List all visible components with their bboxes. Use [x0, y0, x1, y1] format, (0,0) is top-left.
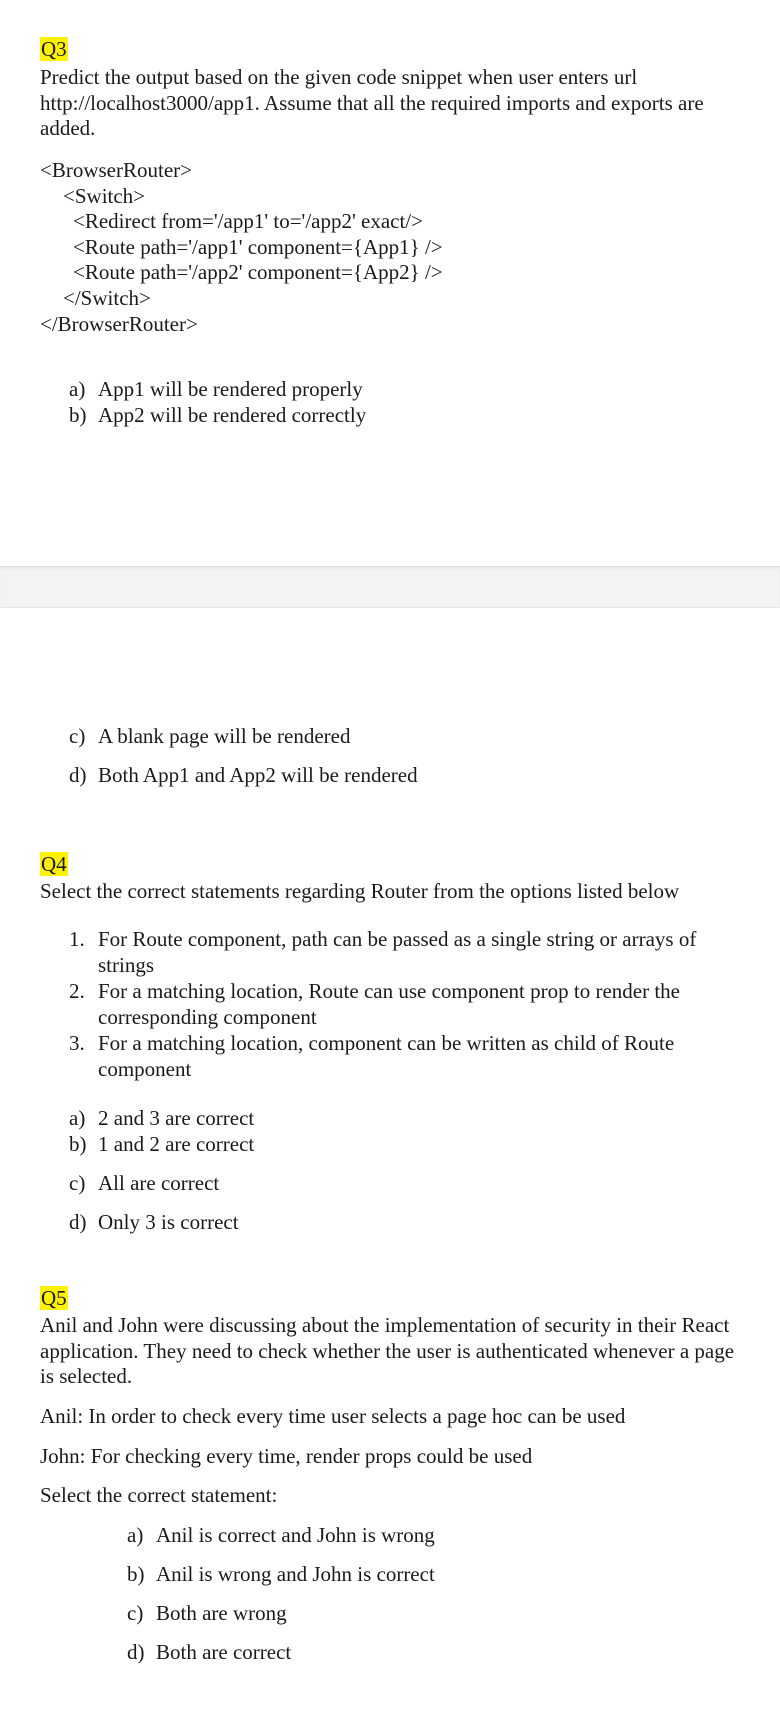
- q3-option-c: c) A blank page will be rendered: [69, 724, 351, 748]
- q5-prompt: Select the correct statement:: [40, 1483, 278, 1507]
- code-line: <BrowserRouter>: [40, 158, 192, 182]
- q5-option-d: d) Both are correct: [127, 1640, 292, 1664]
- q4-option-c: c) All are correct: [69, 1171, 220, 1195]
- code-line: </Switch>: [63, 286, 151, 310]
- code-line: <Switch>: [63, 184, 146, 208]
- q4-statement-2-num: 2.: [69, 979, 85, 1003]
- q5-option-b: b) Anil is wrong and John is correct: [127, 1562, 435, 1586]
- q5-label: Q5: [41, 1286, 67, 1310]
- page-break-gap: [0, 566, 780, 608]
- q4-statement-3-line-2: component: [98, 1057, 192, 1081]
- q4-statement-3-num: 3.: [69, 1031, 85, 1055]
- q4-statement-2-line-2: corresponding component: [98, 1005, 317, 1029]
- q5-text-line-2: application. They need to check whether the user is authenticated whenever a page: [40, 1339, 735, 1363]
- q3-text-line-3: added.: [40, 116, 96, 140]
- code-line: <Redirect from='/app1' to='/app2' exact/>: [73, 209, 423, 233]
- q5-text-line-3: is selected.: [40, 1364, 133, 1388]
- q5-option-a: a) Anil is correct and John is wrong: [127, 1523, 435, 1547]
- code-line: <Route path='/app1' component={App1} />: [73, 235, 443, 259]
- q3-label: Q3: [41, 37, 67, 61]
- q4-statement-1-line-1: For Route component, path can be passed as a single string or arrays of: [98, 927, 697, 951]
- q3-option-b: b) App2 will be rendered correctly: [69, 403, 367, 427]
- q5-option-c: c) Both are wrong: [127, 1601, 287, 1625]
- q4-option-a: a) 2 and 3 are correct: [69, 1106, 255, 1130]
- code-line: <Route path='/app2' component={App2} />: [73, 260, 443, 284]
- q4-statement-3-line-1: For a matching location, component can be written as child of Route: [98, 1031, 675, 1055]
- code-line: </BrowserRouter>: [40, 312, 198, 336]
- q5-anil-statement: Anil: In order to check every time user selects a page hoc can be used: [40, 1404, 626, 1428]
- q3-text-line-1: Predict the output based on the given code snippet when user enters url: [40, 65, 638, 89]
- q4-option-b: b) 1 and 2 are correct: [69, 1132, 255, 1156]
- q4-option-d: d) Only 3 is correct: [69, 1210, 239, 1234]
- q4-text: Select the correct statements regarding Router from the options listed below: [40, 879, 680, 903]
- q4-statement-1-line-2: strings: [98, 953, 155, 977]
- q3-option-d: d) Both App1 and App2 will be rendered: [69, 763, 418, 787]
- q4-statement-1-num: 1.: [69, 927, 85, 951]
- q5-john-statement: John: For checking every time, render props could be used: [40, 1444, 533, 1468]
- q4-statement-2-line-1: For a matching location, Route can use component prop to render the: [98, 979, 681, 1003]
- q3-option-a: a) App1 will be rendered properly: [69, 377, 363, 401]
- q4-label: Q4: [41, 852, 67, 876]
- q3-text-line-2: http://localhost3000/app1. Assume that all the required imports and exports are: [40, 91, 704, 115]
- q5-text-line-1: Anil and John were discussing about the implementation of security in their React: [40, 1313, 730, 1337]
